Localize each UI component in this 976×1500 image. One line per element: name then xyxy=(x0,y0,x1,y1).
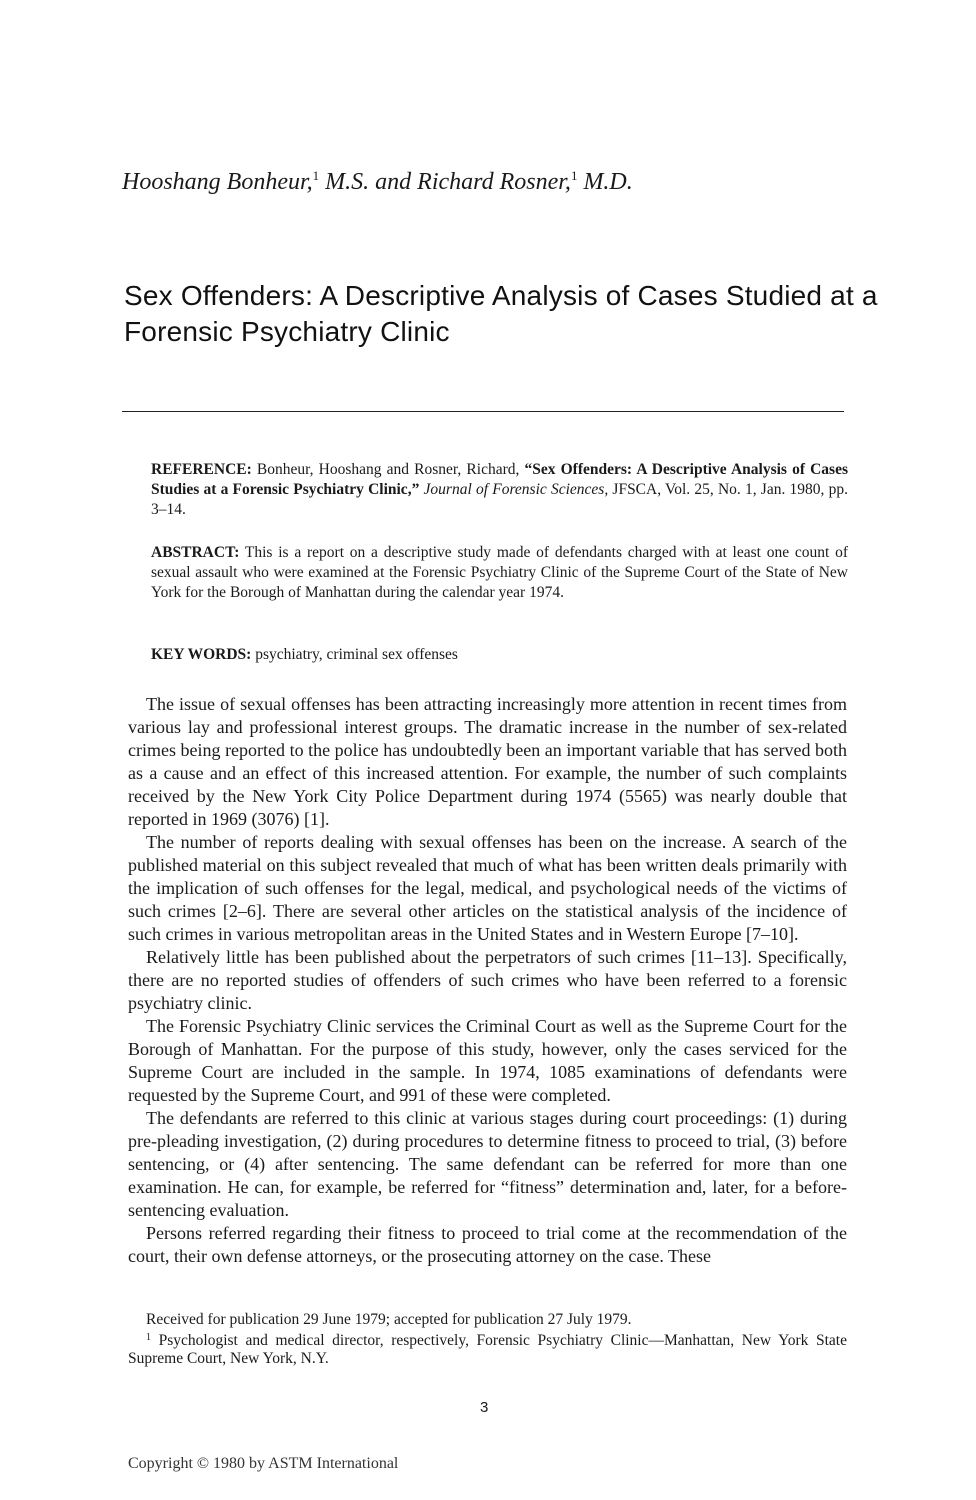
keywords-text: psychiatry, criminal sex offenses xyxy=(251,646,458,663)
page-number: 3 xyxy=(480,1399,489,1416)
body-paragraph: The Forensic Psychiatry Clinic services the Criminal Court as well as the Supreme Court for the Borough of Manhattan. For the purpose of this study, however, only the cases serviced for the Supreme Court are included in the sample. In 1974, 1085 examinations of defendants were requested by the Supreme Court, and 991 of these were completed. xyxy=(128,1016,847,1105)
body-paragraph: The defendants are referred to this clinic at various stages during court proceedings: (1) during pre-pleading investigation, (2) during procedures to determine fitness to proceed to trial, (3) before sentencing, or (4) after sentencing. The same defendant can be referred for more than one examination. He can, for example, be referred for “fitness” determination and, later, for a before-sentencing evaluation. xyxy=(128,1108,847,1220)
author-2-name: Richard Rosner, xyxy=(417,169,571,195)
body-paragraph: The number of reports dealing with sexual offenses has been on the increase. A search of the published material on this subject revealed that much of what has been written deals primarily with the implication of such offenses for the legal, medical, and psychological needs of the victims of such crimes [2–6]. There are several other articles on the statistical analysis of the incidence of such crimes in various metropolitan areas in the United States and in Western Europe [7–10]. xyxy=(128,832,847,944)
reference-block xyxy=(151,460,848,520)
footnote-1 xyxy=(128,1329,847,1368)
author-1-name: Hooshang Bonheur, xyxy=(122,169,313,195)
reference-journal: Journal of Forensic Sciences, xyxy=(419,481,609,498)
author-1-footnote-mark: 1 xyxy=(312,168,320,183)
abstract-text: This is a report on a descriptive study made of defendants charged with at least one count of sexual assault who were examined at the Forensic Psychiatry Clinic of the Supreme Court of the State of New York for the Borough of Manhattan during the calendar year 1974. xyxy=(151,544,848,601)
footnote-1-text: Psychologist and medical director, respectively, Forensic Psychiatry Clinic—Manhattan, New York State Supreme Court, New York, N.Y. xyxy=(128,1332,847,1367)
body-paragraph: Relatively little has been published about the perpetrators of such crimes [11–13]. Specifically, there are no reported studies of offenders of such crimes who have been referred to a forensic psychiatry clinic. xyxy=(128,947,847,1013)
keywords-block xyxy=(151,645,848,665)
reference-label: REFERENCE: xyxy=(151,461,252,478)
body-paragraph: Persons referred regarding their fitness to proceed to trial come at the recommendation of the court, their own defense attorneys, or the prosecuting attorney on the case. These xyxy=(128,1223,847,1266)
copyright-notice: Copyright © 1980 by ASTM International xyxy=(128,1455,399,1472)
received-note: Received for publication 29 June 1979; accepted for publication 27 July 1979. xyxy=(146,1311,632,1328)
abstract-label: ABSTRACT: xyxy=(151,544,240,561)
keywords-label: KEY WORDS: xyxy=(151,646,252,663)
reference-citation: JFSCA, Vol. 25, No. 1, Jan. 1980, pp. 3–14. xyxy=(151,481,849,518)
author-2-degree: M.D. xyxy=(583,169,633,195)
body-paragraph: The issue of sexual offenses has been attracting increasingly more attention in recent times from various lay and professional interest groups. The dramatic increase in the number of sex-related crimes being reported to the police has undoubtedly been an important variable that has served both as a cause and an effect of this increased attention. For example, the number of such complaints received by the New York City Police Department during 1974 (5565) was nearly double that reported in 1969 (3076) [1]. xyxy=(128,694,847,829)
paper-title: Sex Offenders: A Descriptive Analysis of Cases Studied at a Forensic Psychiatry Clinic xyxy=(124,280,878,347)
reference-authors: Bonheur, Hooshang and Rosner, Richard, xyxy=(251,461,525,478)
footnotes xyxy=(128,1311,847,1368)
title-divider xyxy=(122,411,844,412)
abstract-block xyxy=(151,543,848,603)
reference-article-title: “Sex Offenders: A Descriptive Analysis of Cases Studies at a Forensic Psychiatry Clinic,” xyxy=(151,461,848,498)
author-2-footnote-mark: 1 xyxy=(570,168,578,183)
author-1-degree: M.S. and xyxy=(325,169,412,195)
body-text xyxy=(128,693,847,1268)
footnote-1-mark: 1 xyxy=(146,1332,151,1343)
author-line xyxy=(122,168,633,196)
